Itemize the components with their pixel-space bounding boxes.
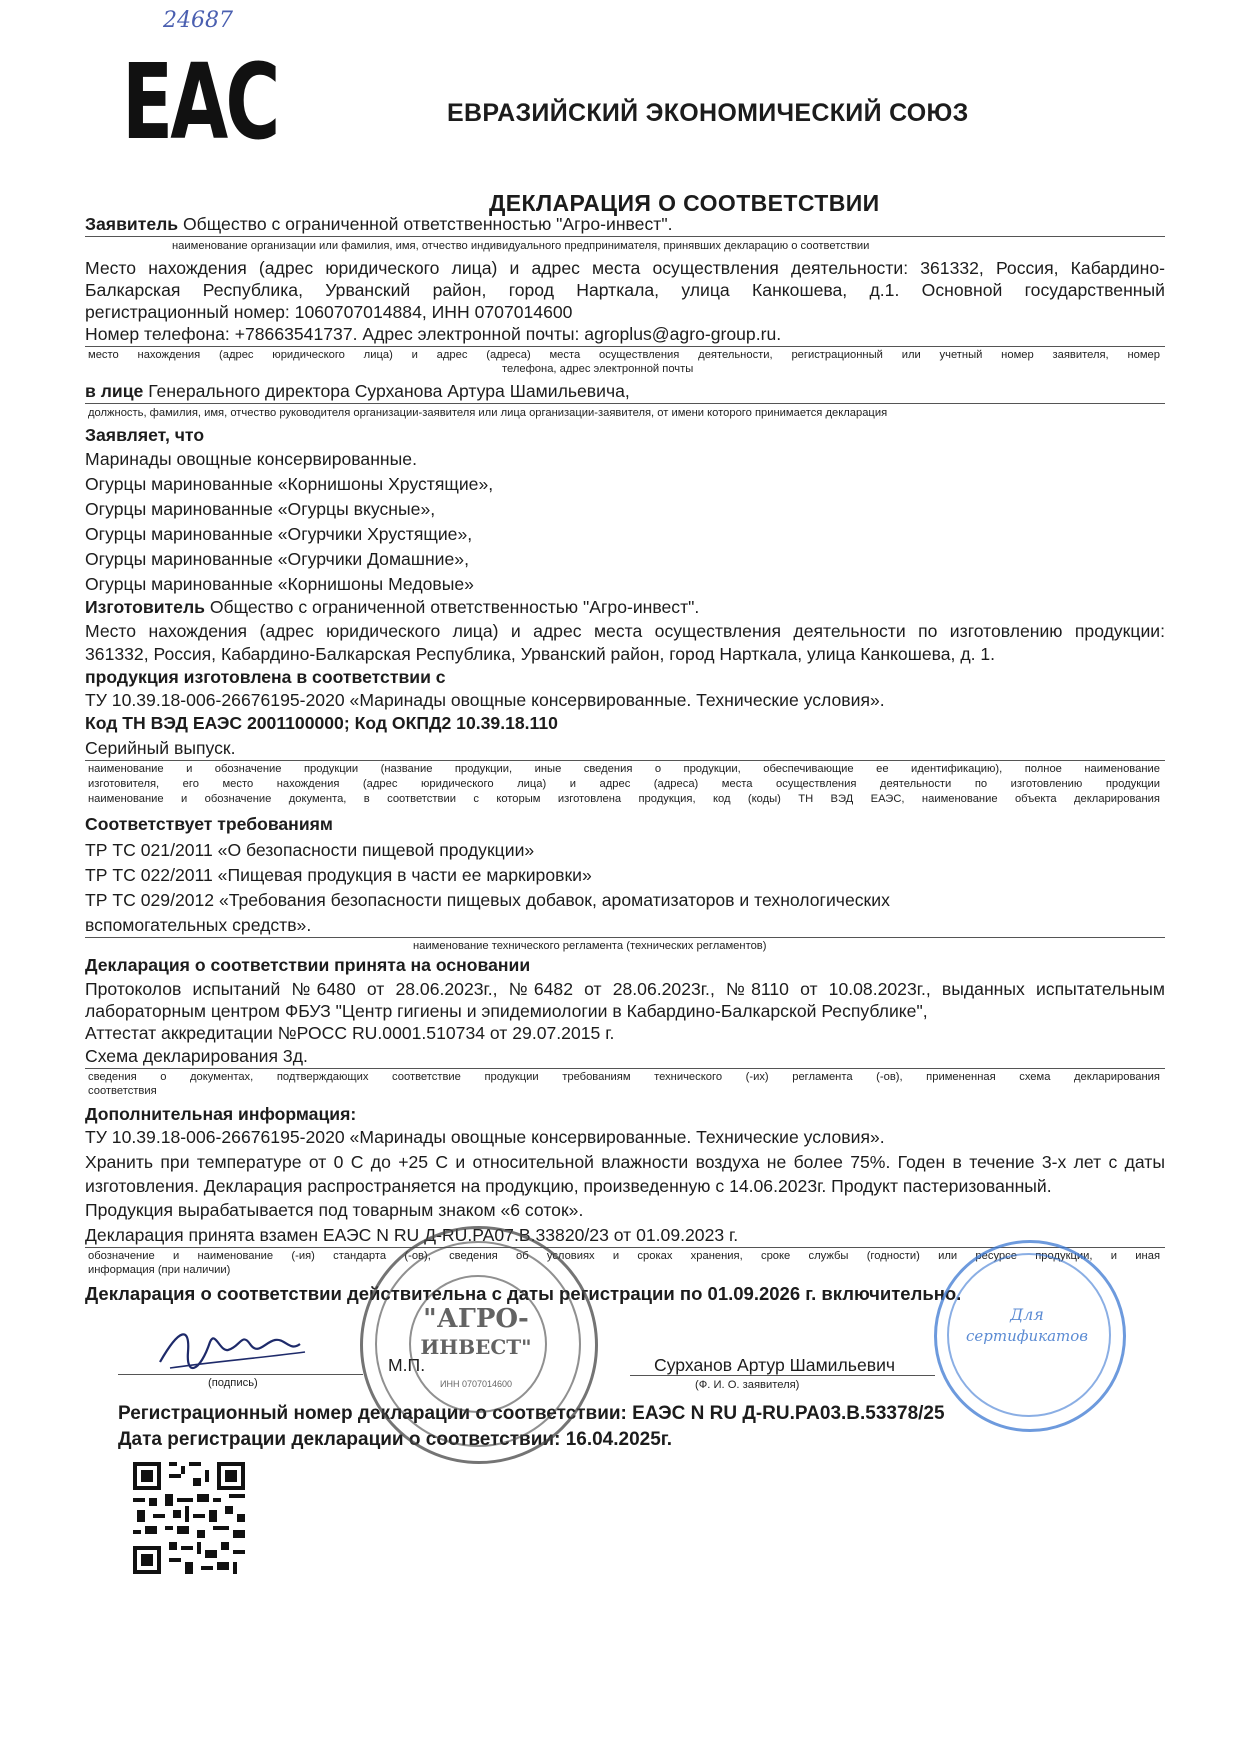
company-stamp-text-2: ИНВЕСТ" [420,1335,532,1359]
product-item: Огурцы маринованные «Огурцы вкусные», [85,499,436,519]
mp-label: М.П. [388,1355,426,1375]
divider [85,236,1165,237]
doc-title: ДЕКЛАРАЦИЯ О СООТВЕТСТВИИ [489,190,880,216]
manufacturer-line [85,596,699,618]
signature-line [118,1374,363,1375]
requirements-label: Соответствует требованиям [85,814,333,834]
additional-label: Дополнительная информация: [85,1104,357,1124]
requirement-item: вспомогательных средств». [85,915,312,935]
divider [85,346,1165,347]
additional-line-2: Хранить при температуре от 0 С до +25 С и относительной влажности воздуха не более 75%. Годен в течение 3-х лет с даты [85,1152,1165,1172]
company-stamp-inn: ИНН 0707014600 [439,1379,513,1389]
declares-label: Заявляет, что [85,425,205,445]
divider [85,937,1165,938]
product-item: Огурцы маринованные «Огурчики Хрустящие», [85,524,473,544]
basis-caption-2: соответствия [88,1085,157,1097]
company-stamp-text-1: "АГРО- [423,1304,529,1334]
person-name: Генерального директора Сурханова Артура Шамильевича, [148,381,630,401]
requirement-item: ТР ТС 021/2011 «О безопасности пищевой продукции» [85,840,535,860]
additional-line-5: Декларация принята взамен ЕАЭС N RU Д-RU.PA07.B.33820/23 от 01.09.2023 г. [85,1225,739,1245]
signature-caption: (подпись) [208,1377,258,1389]
manufacturer-address-2: 361332, Россия, Кабардино-Балкарская Республика, Урванский район, город Нарткала, улица Канкошева, д. 1. [85,644,996,664]
additional-line-4: Продукция вырабатывается под товарным знаком «6 соток». [85,1200,584,1220]
applicant-address-1: Место нахождения (адрес юридического лица) и адрес места осуществления деятельности: 361332, Россия, Кабардино- [85,258,1165,278]
signature-scribble [150,1322,310,1380]
basis-line-4: Схема декларирования 3д. [85,1046,308,1066]
product-item: Огурцы маринованные «Корнишоны Медовые» [85,574,474,594]
additional-line-1: ТУ 10.39.18-006-26676195-2020 «Маринады овощные консервированные. Технические условия». [85,1127,885,1147]
product-item: Маринады овощные консервированные. [85,449,417,469]
applicant-line [85,213,672,235]
union-title: ЕВРАЗИЙСКИЙ ЭКОНОМИЧЕСКИЙ СОЮЗ [447,99,969,127]
additional-caption-2: информация (при наличии) [88,1264,231,1276]
made-per-label: продукция изготовлена в соответствии с [85,667,446,687]
basis-label: Декларация о соответствии принята на основании [85,955,531,975]
certification-stamp-text-1: Для [1010,1305,1044,1324]
person-line [85,380,630,402]
additional-line-3: изготовления. Декларация распространяется на продукцию, произведенную с 14.06.2023г. Продукт пастеризованный. [85,1176,1052,1196]
spec-line: ТУ 10.39.18-006-26676195-2020 «Маринады овощные консервированные. Технические условия». [85,690,885,710]
applicant-caption-2a: место нахождения (адрес юридического лица) и адрес (адреса) места осуществления деятельности, регистрационный или учетный номер заявителя, номер [88,349,1160,361]
applicant-label: Заявитель [85,214,179,234]
signer-caption: (Ф. И. О. заявителя) [695,1379,800,1391]
signer-line [630,1375,935,1376]
applicant-caption: наименование организации или фамилия, имя, отчество индивидуального предпринимателя, принявших декларацию о соответствии [172,240,870,252]
applicant-address-4: Номер телефона: +78663541737. Адрес электронной почты: agroplus@agro-group.ru. [85,324,782,344]
basis-line-1: Протоколов испытаний №6480 от 28.06.2023г., №6482 от 28.06.2023г., №8110 от 10.08.2023г., выданных испытательным [85,979,1165,999]
validity-line: Декларация о соответствии действительна с даты регистрации по 01.09.2026 г. включительно. [85,1283,962,1304]
requirement-item: ТР ТС 022/2011 «Пищевая продукция в части ее маркировки» [85,865,592,885]
manufacturer-name: Общество с ограниченной ответственностью "Агро-инвест". [209,597,700,617]
handwritten-number: 24687 [163,8,233,33]
company-stamp [360,1226,598,1464]
divider [85,760,1165,761]
eac-logo: ЕАС [122,41,278,163]
basis-line-3: Аттестат аккредитации №РОСС RU.0001.510734 от 29.07.2015 г. [85,1023,615,1043]
codes-line: Код ТН ВЭД ЕАЭС 2001100000; Код ОКПД2 10.39.18.110 [85,713,558,733]
divider [85,403,1165,404]
manufacturer-caption-3: наименование и обозначение документа, в соответствии с которым изготовлена продукция, код (коды) ТН ВЭД ЕАЭС, наименование объекта декларирования [88,793,1160,805]
signer-name: Сурханов Артур Шамильевич [654,1355,896,1375]
manufacturer-address-1: Место нахождения (адрес юридического лица) и адрес места осуществления деятельности по изготовлению продукции: [85,621,1165,641]
applicant-caption-2b: телефона, адрес электронной почты [502,363,694,375]
certification-stamp [934,1240,1126,1432]
person-label: в лице [85,381,144,401]
basis-caption-1: сведения о документах, подтверждающих соответствие продукции требованиям технического (-их) регламента (-ов), примененная схема декларирования [88,1071,1160,1083]
product-item: Огурцы маринованные «Корнишоны Хрустящие», [85,474,494,494]
applicant-address-3: регистрационный номер: 1060707014884, ИНН 0707014600 [85,302,573,322]
applicant-name: Общество с ограниченной ответственностью "Агро-инвест". [183,214,673,234]
manufacturer-caption-1: наименование и обозначение продукции (название продукции, иные сведения о продукции, обеспечивающие ее идентификацию), полное наименование [88,763,1160,775]
series-line: Серийный выпуск. [85,738,236,758]
person-caption: должность, фамилия, имя, отчество руководителя организации-заявителя или лица организации-заявителя, от имени которого принимается декларация [88,407,888,419]
product-item: Огурцы маринованные «Огурчики Домашние», [85,549,469,569]
divider [85,1068,1165,1069]
registration-number: Регистрационный номер декларации о соответствии: ЕАЭС N RU Д-RU.PA03.B.53378/25 [118,1403,945,1424]
applicant-address-2: Балкарская Республика, Урванский район, город Нарткала, улица Канкошева, д.1. Основной государственный [85,280,1165,300]
qr-code [133,1462,245,1574]
registration-date: Дата регистрации декларации о соответствии: 16.04.2025г. [118,1429,673,1450]
requirement-item: ТР ТС 029/2012 «Требования безопасности пищевых добавок, ароматизаторов и технологических [85,890,890,910]
manufacturer-label: Изготовитель [85,597,205,617]
certification-stamp-text-2: сертификатов [965,1327,1089,1345]
manufacturer-caption-2: изготовителя, его место нахождения (адрес юридического лица) и адрес (адреса) места осуществления деятельности по изготовлению продукции [88,778,1160,790]
basis-line-2: лабораторным центром ФБУЗ "Центр гигиены и эпидемиологии в Кабардино-Балкарской Республике", [85,1001,928,1021]
requirements-caption: наименование технического регламента (технических регламентов) [413,940,767,952]
additional-caption-1: обозначение и наименование (-ия) стандарта (-ов), сведения об условиях и сроках хранения, сроке службы (годности) или ресурсе продукции, и иная [88,1250,1160,1262]
